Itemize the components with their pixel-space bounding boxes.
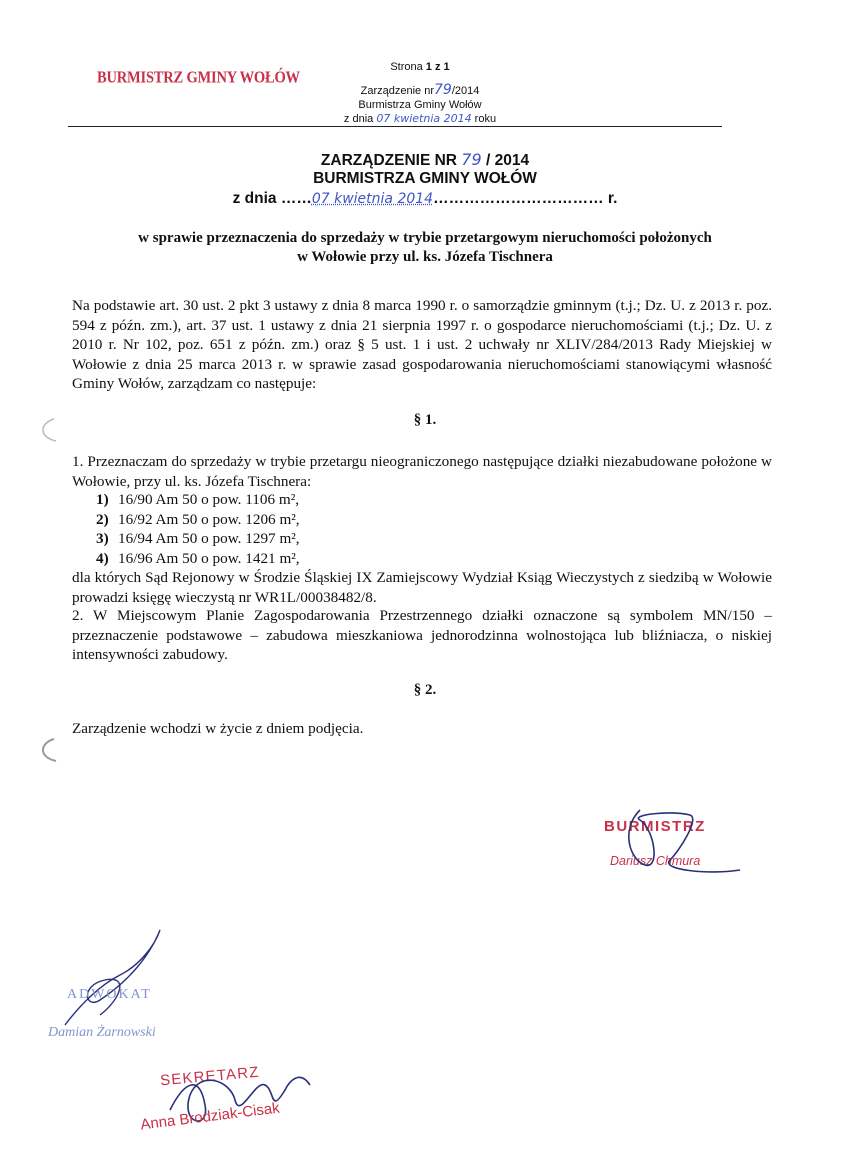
ref-date-suffix: roku <box>474 113 497 125</box>
title-year: / 2014 <box>485 152 530 169</box>
handwritten-title-number: 79 <box>461 150 482 169</box>
secretary-title: SEKRETARZ <box>159 1063 261 1090</box>
lawyer-name: Damian Żarnowski <box>48 1025 156 1040</box>
secretary-name: Anna Brodziak-Cisak <box>139 1099 281 1134</box>
page-label: Strona <box>390 61 423 73</box>
ref-date-prefix: z dnia <box>343 113 374 125</box>
section-1-point-1: 1. Przeznaczam do sprzedaży w trybie przetargu nieograniczonego następujące działki niezabudowane położone w Wołowie, przy ul. ks. Józefa Tischnera: <box>72 453 772 490</box>
mayor-header-stamp: BURMISTRZ GMINY WOŁÓW <box>97 68 300 88</box>
handwritten-ref-date: 07 kwietnia 2014 <box>376 112 472 125</box>
document-title-line2: BURMISTRZA GMINY WOŁÓW <box>313 170 537 187</box>
list-item-text: 16/96 Am 50 o pow. 1421 m², <box>118 549 300 567</box>
ref-year: /2014 <box>451 85 480 97</box>
section-2-heading: § 2. <box>413 682 437 698</box>
page-total: 1 <box>443 61 450 73</box>
handwritten-title-date: 07 kwietnia 2014 <box>311 191 434 207</box>
title-date-prefix: z dnia <box>232 190 277 207</box>
punch-hole-mark <box>32 735 62 765</box>
section-1-point-2: 2. W Miejscowym Planie Zagospodarowania Przestrzennego działki oznaczone są symbolem MN/150 – przeznaczenie podstawowe – zabudowa mieszkaniowa jednorodzinna wolnostojąca lub bliźniacza, o niskiej intensywności zabudowy. <box>72 607 772 663</box>
punch-hole-mark <box>32 415 62 445</box>
list-item <box>96 490 496 510</box>
section-1-heading: § 1. <box>413 412 437 428</box>
header-divider <box>68 126 722 127</box>
list-item-number: 3) <box>96 530 109 547</box>
lawyer-signature-scribble <box>60 925 200 1035</box>
document-title-date <box>180 190 670 208</box>
lawyer-title: ADWOKAT <box>67 987 152 1002</box>
mayor-signature-name: Dariusz Chmura <box>610 854 701 868</box>
plot-list <box>96 490 496 568</box>
header-ref-org: Burmistrza Gminy Wołów <box>358 99 482 111</box>
mayor-signature-title: BURMISTRZ <box>604 818 706 835</box>
list-item-number: 1) <box>96 491 109 508</box>
list-item-text: 16/94 Am 50 o pow. 1297 m², <box>118 530 300 547</box>
mayor-signature-scribble <box>600 790 750 890</box>
page-of: z <box>434 61 441 73</box>
preamble-paragraph: Na podstawie art. 30 ust. 2 pkt 3 ustawy z dnia 8 marca 1990 r. o samorządzie gminnym (t.j.; Dz. U. z 2013 r. poz. 594 z późn. zm.), art. 37 ust. 1 ustawy z dnia 21 sierpnia 1997 r. o gospodarce nieruchomościami (t.j.; Dz. U. z 2010 r. Nr 102, poz. 651 z późn. zm.) oraz § 5 ust. 1 i ust. 2 uchwały nr XLIV/284/2013 Rady Miejskiej w Wołowie z dnia 25 marca 2013 r. w sprawie zasad gospodarowania nieruchomościami stanowiącymi własność Gminy Wołów, zarządzam co następuje: <box>72 297 772 392</box>
page-counter <box>330 60 510 74</box>
title-date-dots-left: …… <box>280 190 312 207</box>
list-item <box>96 549 496 569</box>
header-ref-date <box>310 112 530 126</box>
title-prefix: ZARZĄDZENIE NR <box>320 152 457 169</box>
list-item <box>96 510 496 530</box>
list-item-text: 16/92 Am 50 o pow. 1206 m², <box>118 510 300 528</box>
page-number: 1 <box>425 61 432 73</box>
document-title-line1 <box>200 151 650 170</box>
handwritten-ref-number: 79 <box>434 82 452 98</box>
list-item-text: 16/90 Am 50 o pow. 1106 m², <box>118 491 300 508</box>
title-date-suffix: r. <box>607 190 618 207</box>
section-2-text: Zarządzenie wchodzi w życie z dniem podjęcia. <box>72 720 364 737</box>
list-item <box>96 529 496 549</box>
title-date-dots-right: …………………………… <box>433 190 604 207</box>
section-1-land-register: dla których Sąd Rejonowy w Środzie Śląskiej IX Zamiejscowy Wydział Ksiąg Wieczystych z siedzibą w Wołowie prowadzi księgę wieczystą nr WR1L/00038482/8. <box>72 569 772 606</box>
list-item-number: 2) <box>96 510 109 528</box>
list-item-number: 4) <box>96 549 109 567</box>
subject-line1: w sprawie przeznaczenia do sprzedaży w trybie przetargowym nieruchomości położonych <box>138 230 712 246</box>
subject-line2: w Wołowie przy ul. ks. Józefa Tischnera <box>297 249 553 265</box>
header-ref-number <box>330 83 510 98</box>
ref-prefix: Zarządzenie nr <box>360 85 434 97</box>
